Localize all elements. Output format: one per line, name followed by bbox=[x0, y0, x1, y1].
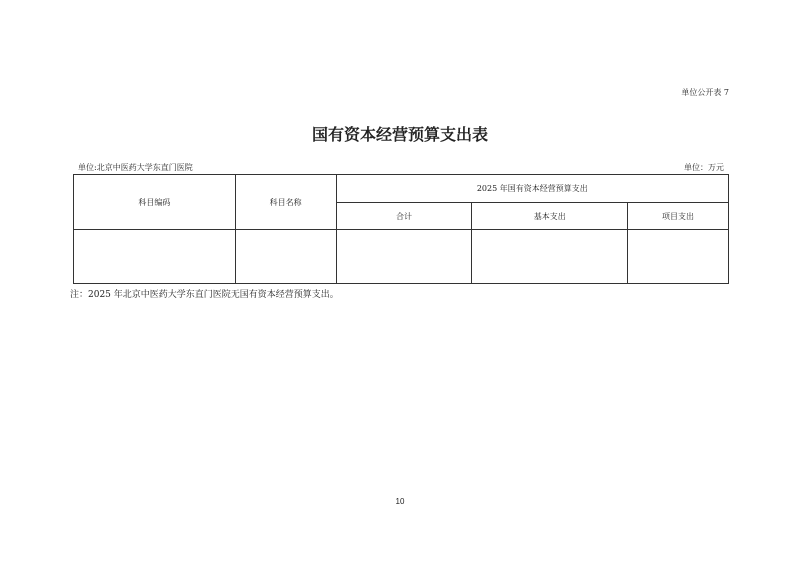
header-group: 2025 年国有资本经营预算支出 bbox=[336, 175, 728, 203]
table-row bbox=[74, 230, 729, 284]
header-name: 科目名称 bbox=[235, 175, 336, 230]
form-tag: 单位公开表 7 bbox=[681, 88, 729, 97]
header-total: 合计 bbox=[336, 203, 472, 230]
unit-currency: 单位：万元 bbox=[684, 163, 724, 172]
table-note: 注：2025 年北京中医药大学东直门医院无国有资本经营预算支出。 bbox=[70, 290, 339, 300]
unit-organization: 单位:北京中医药大学东直门医院 bbox=[78, 163, 193, 172]
cell bbox=[336, 230, 472, 284]
budget-table bbox=[73, 174, 729, 284]
page-number: 10 bbox=[395, 497, 405, 506]
header-project: 项目支出 bbox=[628, 203, 729, 230]
page-title: 国有资本经营预算支出表 bbox=[311, 125, 488, 144]
header-code: 科目编码 bbox=[74, 175, 236, 230]
cell bbox=[74, 230, 236, 284]
cell bbox=[235, 230, 336, 284]
cell bbox=[472, 230, 628, 284]
header-basic: 基本支出 bbox=[472, 203, 628, 230]
cell bbox=[628, 230, 729, 284]
